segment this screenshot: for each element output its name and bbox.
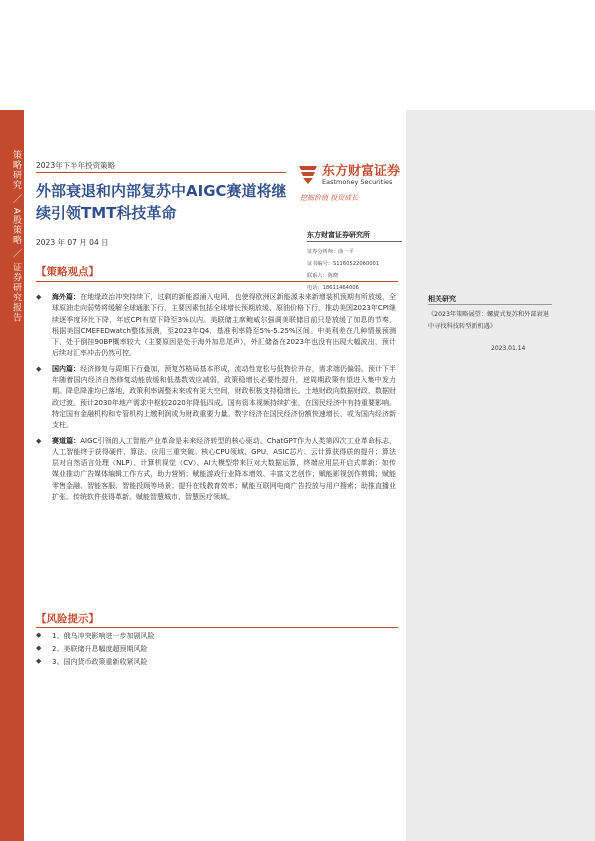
institute-name: 东方财富证券研究所 (307, 231, 370, 239)
list-item-body: AIGC引领的人工智能产业革命是未来经济转型的核心驱动。ChatGPT作为人类第四次工业革命标志，人工智能终于获得硬件、算法、应用三重突破。核心CPU领域、GPU、ASIC芯片、云计算获得质的提升；算法层对自然语言处理（NLP）、计算机视觉（CV）、AI大模型带来巨对大数据运算，终端应用层开启式革新：如传媒业推动广告媒体编辑工作方式，助力营销；赋能游戏行业降本增效、丰富文艺创作；赋能影视创作剪辑；赋能零售金融、智能客服、智能投顾等场景；提升在线教育效率；赋能互联网电商广告投放与用户搜索；助推直播业扩张。传统软件获得革新。赋能智慧城市、智慧医疗领域。 (52, 436, 397, 502)
diamond-bullet-icon: ◆ (36, 293, 42, 301)
risk-item-text: 2、美联储升息幅度超预期风险 (52, 645, 148, 653)
list-item-text (52, 364, 396, 432)
list-item-lead: 赛道篇： (52, 436, 81, 445)
risk-item-text: 3、国内货币政策重新收紧风险 (52, 658, 148, 666)
institute-divider (307, 241, 402, 242)
list-item-text (52, 436, 396, 504)
list-item (36, 656, 396, 669)
contact-line: 电话：18611464006 (307, 285, 359, 291)
report-category-vertical: 策略研究 ／ A股策略 ／ 证券研究报告 (11, 150, 21, 323)
contact-list (307, 246, 379, 294)
list-item (36, 364, 396, 432)
list-item (36, 292, 396, 360)
diamond-bullet-icon: ◆ (36, 436, 42, 445)
risk-heading: 【风险提示】 (36, 613, 99, 625)
diamond-bullet-icon: ◆ (36, 364, 42, 373)
list-item (36, 630, 396, 643)
list-item-lead: 国内篇： (52, 364, 81, 373)
page-title: 外部衰退和内部复苏中AIGC赛道将继续引领TMT科技革命 (36, 182, 287, 222)
strategy-heading: 【策略观点】 (36, 266, 99, 278)
series-divider (36, 172, 286, 173)
report-series: 2023年下半年投资策略 (36, 161, 116, 170)
diamond-bullet-icon: ◆ (36, 657, 42, 665)
related-heading: 相关研究 (428, 295, 456, 303)
list-item (36, 643, 396, 656)
diamond-bullet-icon: ◆ (36, 631, 42, 639)
related-report-link[interactable]: 《2023年策略展望：螺旋式复苏和外部衰退中寻找科技转型新机遇》 (428, 311, 549, 330)
brand-logo (296, 160, 406, 194)
report-date: 2023 年 07 月 04 日 (36, 238, 109, 247)
risk-list (36, 630, 396, 669)
list-item-body: 经济修复与周期下行叠加，预复苏格局基本形成，流动性宽松与低物价并存，需求端仍偏弱。预计下半年随着国内经济自然修复动能放缓和低基数效应减弱，政策稳增长必要性提升，逆周期政策有望进入集中发力期。降息降准均已落地，政策利率调整未来或有更大空间，财政积极支持稳增长。土地财政向数据财政、数据财政过渡。预计2030年地产需求中枢较2020年降低四成。国有资本视频持续扩张，在国民经济中有持重要影响。特定国有金融机构和专管机构上缴利润或为财政重要力量。数字经济在国民经济份额快速增长，或为国内经济新支柱。 (52, 364, 397, 430)
strategy-list (36, 292, 396, 507)
related-divider (428, 304, 552, 305)
list-item-text (52, 292, 396, 360)
brand-slogan: 挖掘价值 投资成长 (300, 194, 359, 202)
diamond-bullet-icon: ◆ (36, 644, 42, 652)
right-side-panel (406, 110, 595, 841)
contact-line: 证书编号：S1160522060001 (307, 261, 380, 267)
brand-name-cn: 东方财富证券 (322, 164, 401, 179)
brand-name-en: Eastmoney Securities (322, 178, 393, 186)
contact-line: 证券分析师：曲一平 (307, 249, 354, 255)
list-item-lead: 海外篇： (52, 293, 81, 301)
risk-item-text: 1、俄乌冲突影响进一步加剧风险 (52, 632, 155, 640)
eastmoney-logo-icon (296, 162, 320, 186)
list-item (36, 436, 396, 504)
list-item-body: 在地缘政治冲突持续下，过剩的新能源涌入电网，也使得欧洲区新能源未来新增装机预期有所放缓，全球原油走向弱势将缓解全球通胀下行，主要因素包括全球增长预期放缓、原油价格下行，推动美国2023年CPI继续逐季度环比下降，年底CPI有望下降至3%以内。美联储主席鲍威尔强调美联储目前只是放缓了加息的节奏，根据美国CMEFEDwatch整体预测，至2023年Q4，基准利率降至5%-5.25%区间。中美利差在几种情景预测下，处于倒挂90BP概率较大（主要原因是处于海外加息尾声），外汇储备在2023年也没有出现大幅波出，预计后续对汇率冲击仍然可控。 (52, 293, 397, 358)
risk-divider (36, 627, 398, 628)
related-report-date: 2023.01.14 (491, 345, 526, 352)
contact-line: 联系人：陈晓 (307, 273, 339, 279)
